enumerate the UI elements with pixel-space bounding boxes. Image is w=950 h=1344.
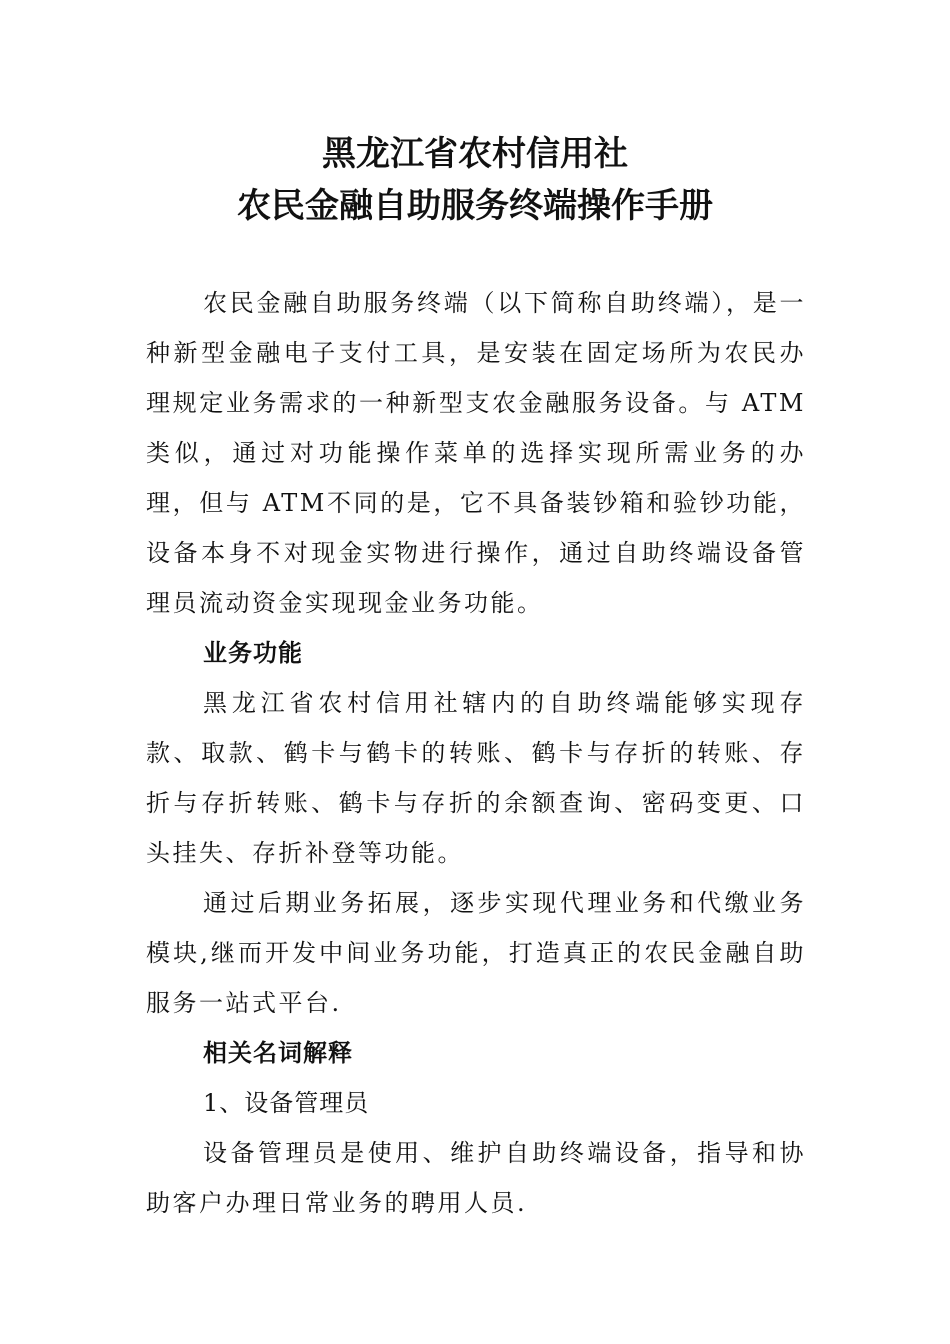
title-line-1: 黑龙江省农村信用社 [322,134,628,174]
business-functions-paragraph-1: 黑龙江省农村信用社辖内的自助终端能够实现存款、取款、鹤卡与鹤卡的转账、鹤卡与存折的转账、存折与存折转账、鹤卡与存折的余额查询、密码变更、口头挂失、存折补登等功能。 [146,689,806,867]
term-1-title: 1、设备管理员 [203,1089,370,1117]
document-title [0,128,950,232]
title-line-2: 农民金融自助服务终端操作手册 [237,186,713,226]
document-body [146,278,806,1228]
business-functions-paragraph-2: 通过后期业务拓展，逐步实现代理业务和代缴业务模块,继而开发中间业务功能，打造真正的农民金融自助服务一站式平台. [146,889,806,1017]
business-functions-heading: 业务功能 [203,638,303,667]
terms-heading: 相关名词解释 [203,1038,353,1067]
intro-paragraph: 农民金融自助服务终端（以下简称自助终端），是一种新型金融电子支付工具，是安装在固定场所为农民办理规定业务需求的一种新型支农金融服务设备。与 ATM类似，通过对功能操作菜单的选择实现所需业务的办理，但与 ATM不同的是，它不具备装钞箱和验钞功能，设备本身不对现金实物进行操作，通过自助终端设备管理员流动资金实现现金业务功能。 [146,289,806,617]
term-1-description: 设备管理员是使用、维护自助终端设备，指导和协助客户办理日常业务的聘用人员. [146,1139,806,1217]
